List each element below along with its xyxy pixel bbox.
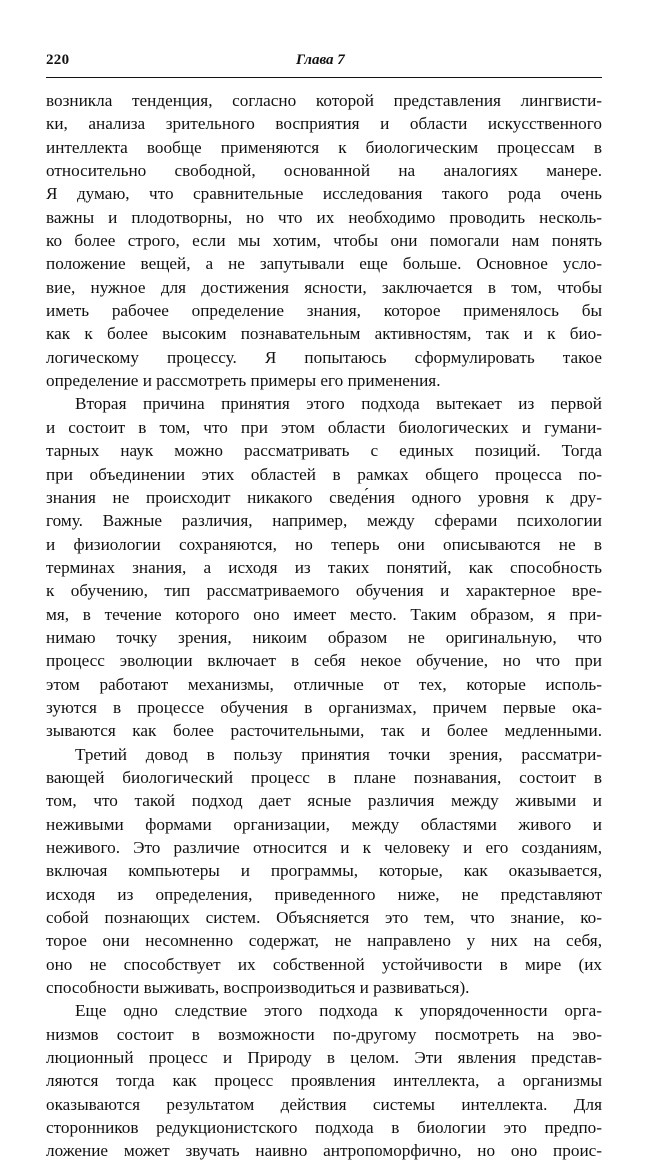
text-line: процесс эволюции включает в себя некое обучение, но что при (46, 651, 602, 671)
chapter-title: Глава 7 (296, 52, 345, 68)
text-line: ко более строго, если мы хотим, чтобы они помогали нам понять (46, 231, 602, 251)
text-line: иметь рабочее определение знания, которое применялось бы (46, 301, 602, 321)
text-line: и физиологии сохраняются, но теперь они описываются не в (46, 534, 602, 554)
paragraph-start-line: Еще одно следствие этого подхода к упорядоченности орга- (75, 1001, 602, 1021)
text-line: как к более высоким познавательным активностям, так и к био- (46, 324, 602, 344)
text-line: неживого. Это различие относится и к человеку и его созданиям, (46, 838, 602, 857)
text-line: нимаю точку зрения, никоим образом не оригинальную, что (46, 627, 602, 647)
text-line: к обучению, тип рассматриваемого обучения и характерное вре- (46, 581, 602, 601)
text-line: том, что такой подход дает ясные различия между живыми и (46, 791, 602, 811)
text-line: интеллекта вообще применяются к биологическим процессам в (46, 137, 602, 157)
text-line: торое они несомненно содержат, не направлено у них на себя, (46, 931, 602, 951)
text-line: оказываются результатом действия системы интеллекта. Для (46, 1094, 602, 1114)
text-line: и состоит в том, что при этом области биологических и гумани- (46, 417, 602, 437)
text-line: низмов состоит в возможности по-другому посмотреть на эво- (46, 1024, 602, 1044)
paragraph-start-line: Третий довод в пользу принятия точки зрения, рассматри- (75, 744, 602, 764)
text-line: относительно свободной, основанной на аналогиях манере. (46, 161, 602, 181)
body-text (46, 89, 602, 1163)
text-line: оно не способствует их собственной устойчивости в мире (их (46, 954, 602, 974)
text-line: вающей биологический процесс в плане познавания, состоит в (46, 767, 602, 787)
text-line: Я думаю, что сравнительные исследования такого рода очень (46, 184, 602, 204)
text-line: люционный процесс и Природу в целом. Эти явления представ- (46, 1048, 602, 1068)
text-line: собой познающих систем. Объясняется это тем, что знание, ко- (46, 908, 602, 928)
text-line: тарных наук можно рассматривать с единых позиций. Тогда (46, 441, 602, 461)
text-line: включая компьютеры и программы, которые, как оказывается, (46, 861, 602, 881)
text-line: ложение может звучать наивно антропоморфично, но оно проис- (46, 1141, 602, 1161)
text-line: этом работают механизмы, отличные от тех, которые исполь- (46, 674, 602, 694)
page-number: 220 (46, 52, 70, 68)
text-line: неживыми формами организации, между областями живого и (46, 814, 602, 834)
text-line: вие, нужное для достижения ясности, заключается в том, чтобы (46, 277, 602, 297)
text-line: терминах знания, а исходя из таких понятий, как способность (46, 557, 602, 577)
text-line: знания не происходит никакого сведе́ния одного уровня к дру- (46, 487, 602, 507)
text-line: возникла тенденция, согласно которой представления лингвисти- (46, 91, 602, 110)
text-line: ляются тогда как процесс проявления интеллекта, а организмы (46, 1071, 602, 1091)
text-line: при объединении этих областей в рамках общего процесса по- (46, 464, 602, 484)
text-line: логическому процессу. Я попытаюсь сформулировать такое (46, 347, 602, 367)
text-line: важны и плодотворны, но что их необходимо проводить несколь- (46, 207, 602, 227)
text-line: сторонников редукционистского подхода в биологии это предпо- (46, 1118, 602, 1138)
text-line: исходя из определения, приведенного ниже, не представляют (46, 884, 602, 904)
text-line: определение и рассмотреть примеры его применения. (46, 371, 441, 391)
paragraph-start-line: Вторая причина принятия этого подхода вытекает из первой (75, 394, 602, 414)
text-line: способности выживать, воспроизводиться и развиваться). (46, 978, 470, 998)
header-rule (46, 77, 602, 78)
text-line: положение вещей, а не запутывали еще больше. Основное усло- (46, 254, 602, 274)
text-line: зываются как более расточительными, так и более медленными. (46, 721, 602, 741)
text-line: ки, анализа зрительного восприятия и области искусственного (46, 114, 602, 134)
page-header (46, 52, 602, 76)
text-line: мя, в течение которого оно имеет место. Таким образом, я при- (46, 604, 602, 624)
text-line: гому. Важные различия, например, между сферами психологии (46, 511, 602, 531)
text-line: зуются в процессе обучения в организмах, причем первые ока- (46, 697, 602, 717)
